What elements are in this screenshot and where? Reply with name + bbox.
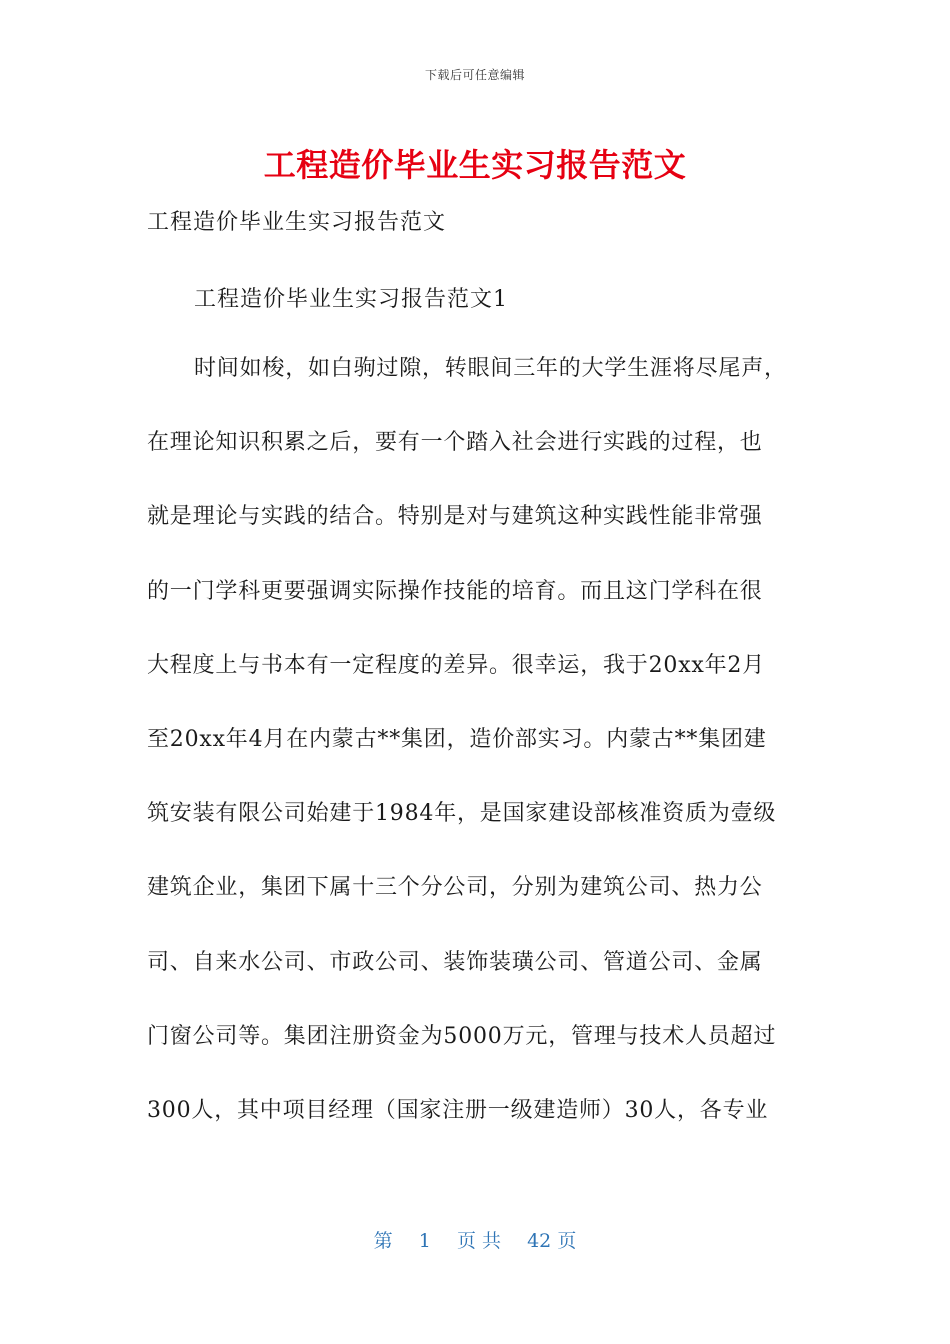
body-line: 在理论知识积累之后，要有一个踏入社会进行实践的过程，也 xyxy=(147,430,763,456)
body-line: 的一门学科更要强调实际操作技能的培育。而且这门学科在很 xyxy=(147,578,763,604)
footer-page-number: 1 xyxy=(418,1230,431,1252)
body-line: 就是理论与实践的结合。特别是对与建筑这种实践性能非常强 xyxy=(147,504,763,530)
header-note: 下载后可任意编辑 xyxy=(424,68,525,82)
body-line: 建筑企业，集团下属十三个分公司，分别为建筑公司、热力公 xyxy=(147,875,763,901)
body-line: 至20xx年4月在内蒙古**集团，造价部实习。内蒙古**集团建 xyxy=(147,726,767,752)
body-line: 时间如梭，如白驹过隙，转眼间三年的大学生涯将尽尾声， xyxy=(194,356,787,381)
body-line: 筑安装有限公司始建于1984年，是国家建设部核准资质为壹级 xyxy=(147,801,777,827)
body-line: 大程度上与书本有一定程度的差异。很幸运，我于20xx年2月 xyxy=(147,652,766,678)
body-line: 300人，其中项目经理（国家注册一级建造师）30人，各专业 xyxy=(147,1097,769,1123)
footer-middle: 页 共 xyxy=(456,1230,501,1252)
body-line: 门窗公司等。集团注册资金为5000万元，管理与技术人员超过 xyxy=(147,1023,777,1049)
page-footer xyxy=(0,1226,950,1253)
body-text xyxy=(147,354,807,1170)
section-heading: 工程造价毕业生实习报告范文1 xyxy=(194,287,508,312)
document-subtitle: 工程造价毕业生实习报告范文 xyxy=(147,210,447,235)
footer-suffix: 页 xyxy=(557,1230,577,1252)
document-title: 工程造价毕业生实习报告范文 xyxy=(263,146,687,184)
body-line: 司、自来水公司、市政公司、装饰装璜公司、管道公司、金属 xyxy=(147,949,763,975)
footer-prefix: 第 xyxy=(373,1230,393,1252)
footer-total-pages: 42 xyxy=(527,1230,552,1252)
